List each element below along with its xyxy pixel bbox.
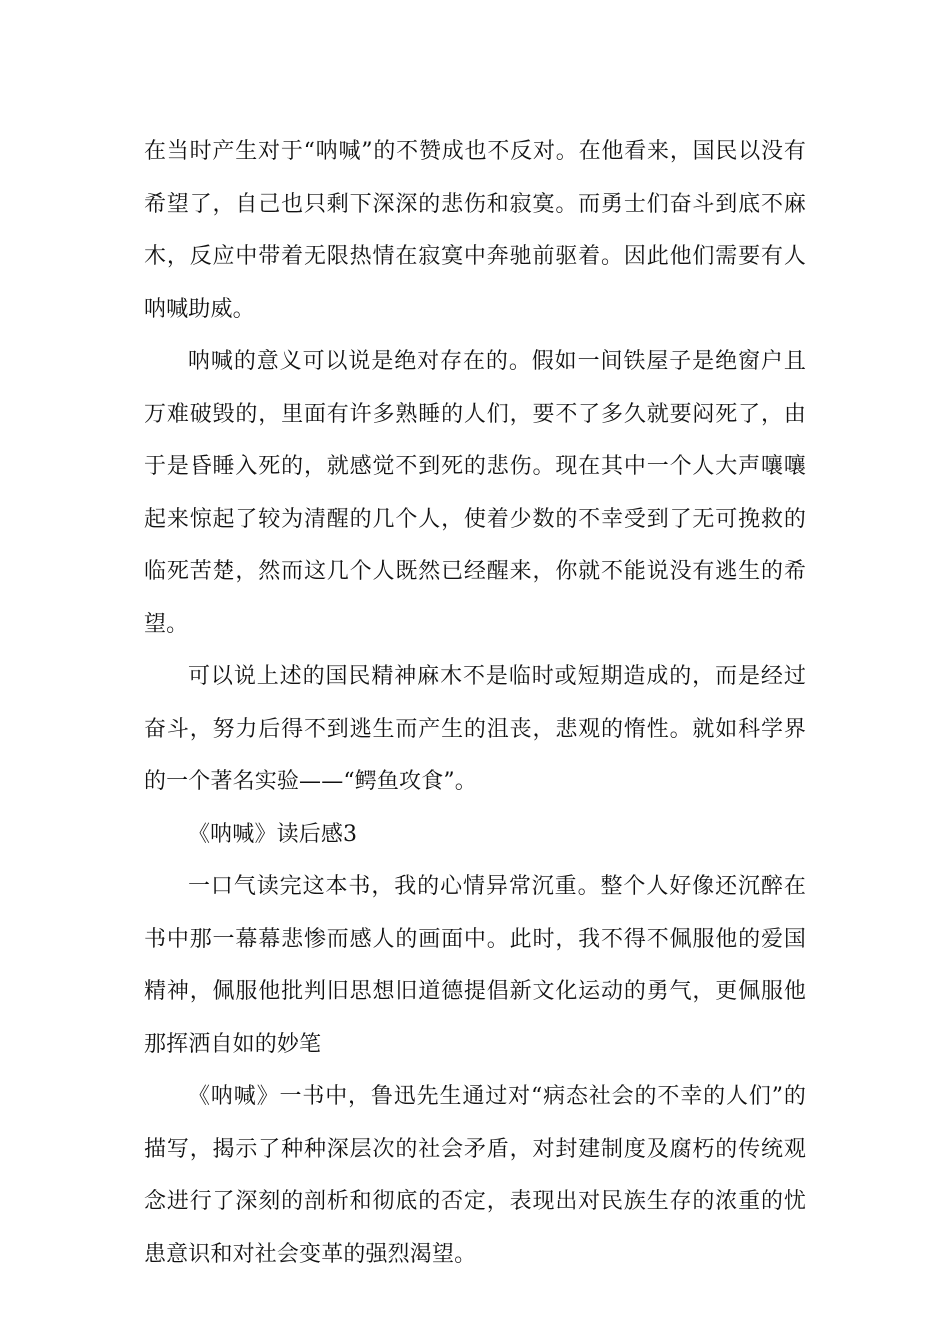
paragraph-continuation: 在当时产生对于“呐喊”的不赞成也不反对。在他看来，国民以没有希望了，自己也只剩下深深的悲伤和寂寞。而勇士们奋斗到底不麻木，反应中带着无限热情在寂寞中奔驰前驱着。因此他们需要有人呐喊助威。 bbox=[144, 139, 806, 322]
document-body bbox=[144, 126, 806, 1281]
paragraph-book-analysis: 《呐喊》一书中，鲁迅先生通过对“病态社会的不幸的人们”的描写，揭示了种种深层次的社会矛盾，对封建制度及腐朽的传统观念进行了深刻的剖析和彻底的否定，表现出对民族生存的浓重的忧患意识和对社会变革的强烈渴望。 bbox=[144, 1084, 806, 1267]
paragraph-iron-house: 呐喊的意义可以说是绝对存在的。假如一间铁屋子是绝窗户且万难破毁的，里面有许多熟睡的人们，要不了多久就要闷死了，由于是昏睡入死的，就感觉不到死的悲伤。现在其中一个人大声嚷嚷起来惊起了较为清醒的几个人，使着少数的不幸受到了无可挽救的临死苦楚，然而这几个人既然已经醒来，你就不能说没有逃生的希望。 bbox=[144, 349, 806, 637]
section-heading: 《呐喊》读后感3 bbox=[188, 821, 358, 847]
paragraph-reading-impression: 一口气读完这本书，我的心情异常沉重。整个人好像还沉醉在书中那一幕幕悲惨而感人的画面中。此时，我不得不佩服他的爱国精神，佩服他批判旧思想旧道德提倡新文化运动的勇气，更佩服他那挥洒自如的妙笔 bbox=[144, 874, 806, 1057]
paragraph-national-spirit: 可以说上述的国民精神麻木不是临时或短期造成的，而是经过奋斗，努力后得不到逃生而产生的沮丧，悲观的惰性。就如科学界的一个著名实验——“鳄鱼攻食”。 bbox=[144, 664, 806, 794]
